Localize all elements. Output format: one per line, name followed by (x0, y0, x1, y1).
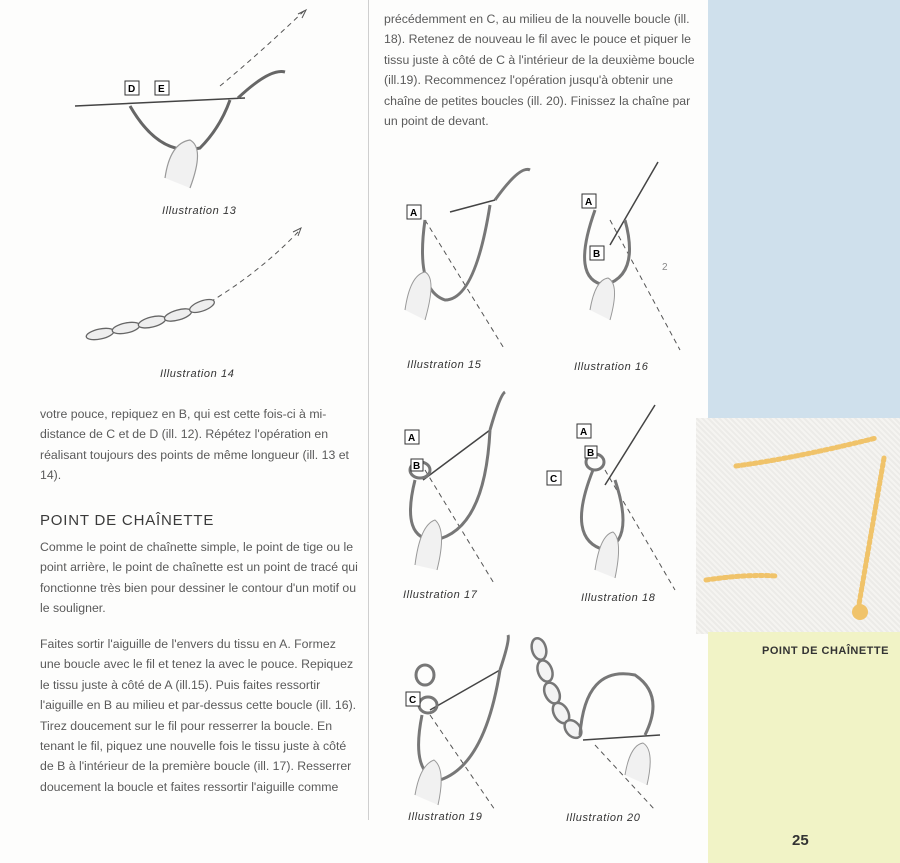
caption-illustration-17: Illustration 17 (403, 589, 478, 601)
illustration-13 (70, 8, 320, 198)
label-e: E (158, 84, 165, 95)
label-b: B (587, 448, 595, 459)
label-b: B (593, 249, 601, 260)
illustration-20 (525, 625, 675, 815)
caption-illustration-14: Illustration 14 (160, 368, 235, 380)
label-c: C (550, 474, 558, 485)
caption-illustration-18: Illustration 18 (581, 592, 656, 604)
label-b: B (413, 461, 421, 472)
continuation-paragraph: votre pouce, repiquez en B, qui est cette fois-ci à mi-distance de C et de D (ill. 12). Répétez l'opération en réalisant toujours des points de même longueur (ill. 13 et 14). (40, 407, 349, 483)
section-heading: POINT DE CHAÎNETTE (40, 512, 215, 529)
yellow-side-panel (708, 632, 900, 863)
right-column-paragraph: précédemment en C, au milieu de la nouvelle boucle (ill. 18). Retenez de nouveau le fil avec le pouce et piquer le tissu juste à côté de C à l'intérieur de la deuxième boucle (ill.19). Recommencez l'opération jusqu'à obtenir une chaîne de petites boucles (ill. 20). Finissez la chaîne par un point de devant. (384, 12, 695, 129)
caption-illustration-15: Illustration 15 (407, 359, 482, 371)
label-c: C (409, 695, 417, 706)
fabric-photo (696, 418, 900, 634)
illustration-18 (545, 400, 695, 600)
chain-stitch-sample (696, 418, 900, 634)
illustration-17 (395, 390, 545, 590)
illustration-14 (80, 222, 320, 352)
label-d: D (128, 84, 136, 95)
caption-illustration-16: Illustration 16 (574, 361, 649, 373)
label-a: A (580, 427, 588, 438)
caption-illustration-20: Illustration 20 (566, 812, 641, 824)
label-a: A (408, 433, 416, 444)
margin-mark: 2 (662, 262, 668, 273)
intro-paragraph: Comme le point de chaînette simple, le point de tige ou le point arrière, le point de chaînette est un point de tracé qui fonctionne très bien pour dessiner le contour d'un motif ou le souligner. (40, 540, 358, 616)
illustration-19 (400, 625, 530, 815)
steps-paragraph: Faites sortir l'aiguille de l'envers du tissu en A. Formez une boucle avec le fil et tenez la avec le pouce. Repiquez le tissu juste à côté de A (ill.15). Puis faites ressortir l'aiguille en B au milieu et par-dessus cette boucle (ill. 16). Tirez doucement sur le fil pour resserrer la boucle. En tenant le fil, piquez une nouvelle fois le tissu juste à côté de B à l'intérieur de la première boucle (ill. 17). Resserrer doucement la boucle et faites ressortir l'aiguille comme (40, 637, 357, 794)
label-a: A (410, 208, 418, 219)
page-number: 25 (792, 832, 809, 849)
blue-side-panel (708, 0, 900, 420)
column-divider (368, 0, 369, 820)
illustration-16 (570, 160, 700, 360)
illustration-15 (395, 160, 545, 360)
caption-illustration-13: Illustration 13 (162, 205, 237, 217)
label-a: A (585, 197, 593, 208)
photo-caption: POINT DE CHAÎNETTE (762, 645, 889, 657)
caption-illustration-19: Illustration 19 (408, 811, 483, 823)
